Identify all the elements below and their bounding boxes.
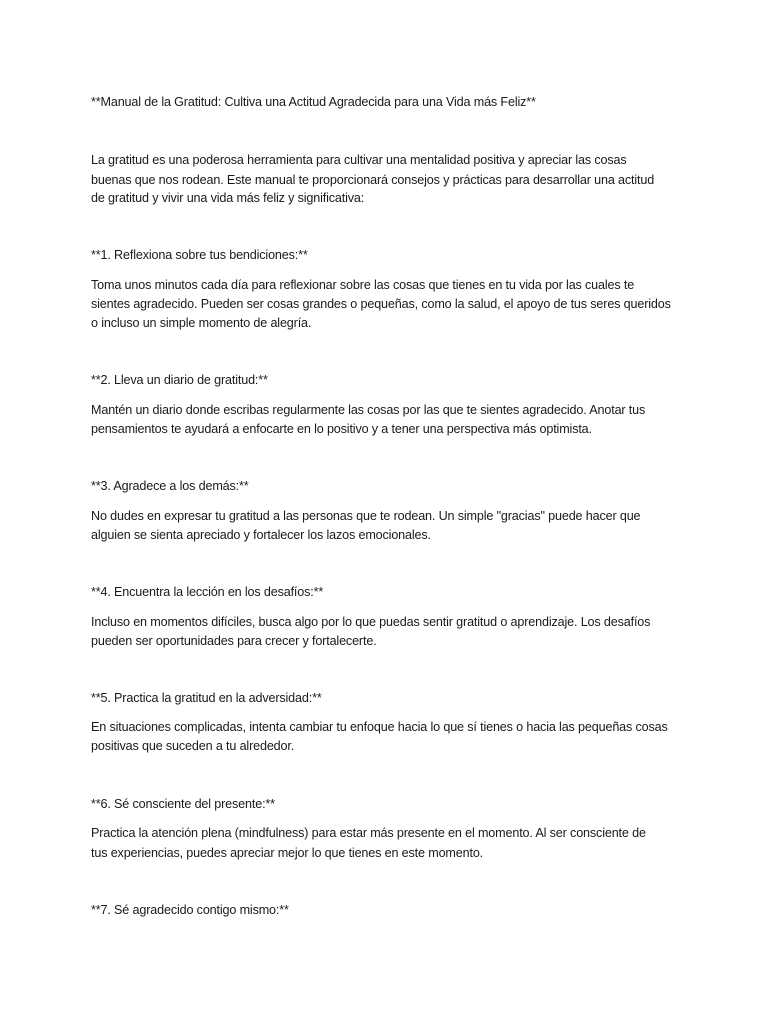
intro-line: La gratitud es una poderosa herramienta para cultivar una mentalidad positiva y apreciar las cosas — [91, 153, 627, 167]
section-body-line: Toma unos minutos cada día para reflexionar sobre las cosas que tienes en tu vida por las cuales te — [91, 278, 635, 292]
section-heading: **4. Encuentra la lección en los desafíos:** — [91, 585, 324, 599]
section-heading: **7. Sé agradecido contigo mismo:** — [91, 903, 289, 917]
section-body-line: Practica la atención plena (mindfulness) para estar más presente en el momento. Al ser consciente de — [91, 826, 646, 840]
section-heading: **1. Reflexiona sobre tus bendiciones:** — [91, 248, 308, 262]
intro-line: de gratitud y vivir una vida más feliz y significativa: — [91, 191, 365, 205]
section-body-line: alguien se sienta apreciado y fortalecer los lazos emocionales. — [91, 528, 431, 542]
intro-line: buenas que nos rodean. Este manual te proporcionará consejos y prácticas para desarrollar una actitud — [91, 173, 655, 187]
section-body-line: positivas que suceden a tu alrededor. — [91, 739, 295, 753]
document-title: **Manual de la Gratitud: Cultiva una Actitud Agradecida para una Vida más Feliz** — [91, 95, 536, 109]
section-body-line: No dudes en expresar tu gratitud a las personas que te rodean. Un simple "gracias" puede hacer que — [91, 509, 641, 523]
section-body-line: tus experiencias, puedes apreciar mejor lo que tienes en este momento. — [91, 846, 484, 860]
section-body-line: sientes agradecido. Pueden ser cosas grandes o pequeñas, como la salud, el apoyo de tus seres queridos — [91, 297, 671, 311]
section-body-line: pueden ser oportunidades para crecer y fortalecerte. — [91, 634, 377, 648]
section-heading: **3. Agradece a los demás:** — [91, 479, 249, 493]
section-heading: **5. Practica la gratitud en la adversidad:** — [91, 691, 322, 705]
section-heading: **2. Lleva un diario de gratitud:** — [91, 373, 268, 387]
section-heading: **6. Sé consciente del presente:** — [91, 797, 275, 811]
section-body-line: pensamientos te ayudará a enfocarte en lo positivo y a tener una perspectiva más optimista. — [91, 422, 592, 436]
section-body-line: Incluso en momentos difíciles, busca algo por lo que puedas sentir gratitud o aprendizaje. Los desafíos — [91, 615, 651, 629]
section-body-line: Mantén un diario donde escribas regularmente las cosas por las que te sientes agradecido. Anotar tus — [91, 403, 646, 417]
section-body-line: En situaciones complicadas, intenta cambiar tu enfoque hacia lo que sí tienes o hacia las pequeñas cosas — [91, 720, 668, 734]
section-body-line: o incluso un simple momento de alegría. — [91, 316, 312, 330]
